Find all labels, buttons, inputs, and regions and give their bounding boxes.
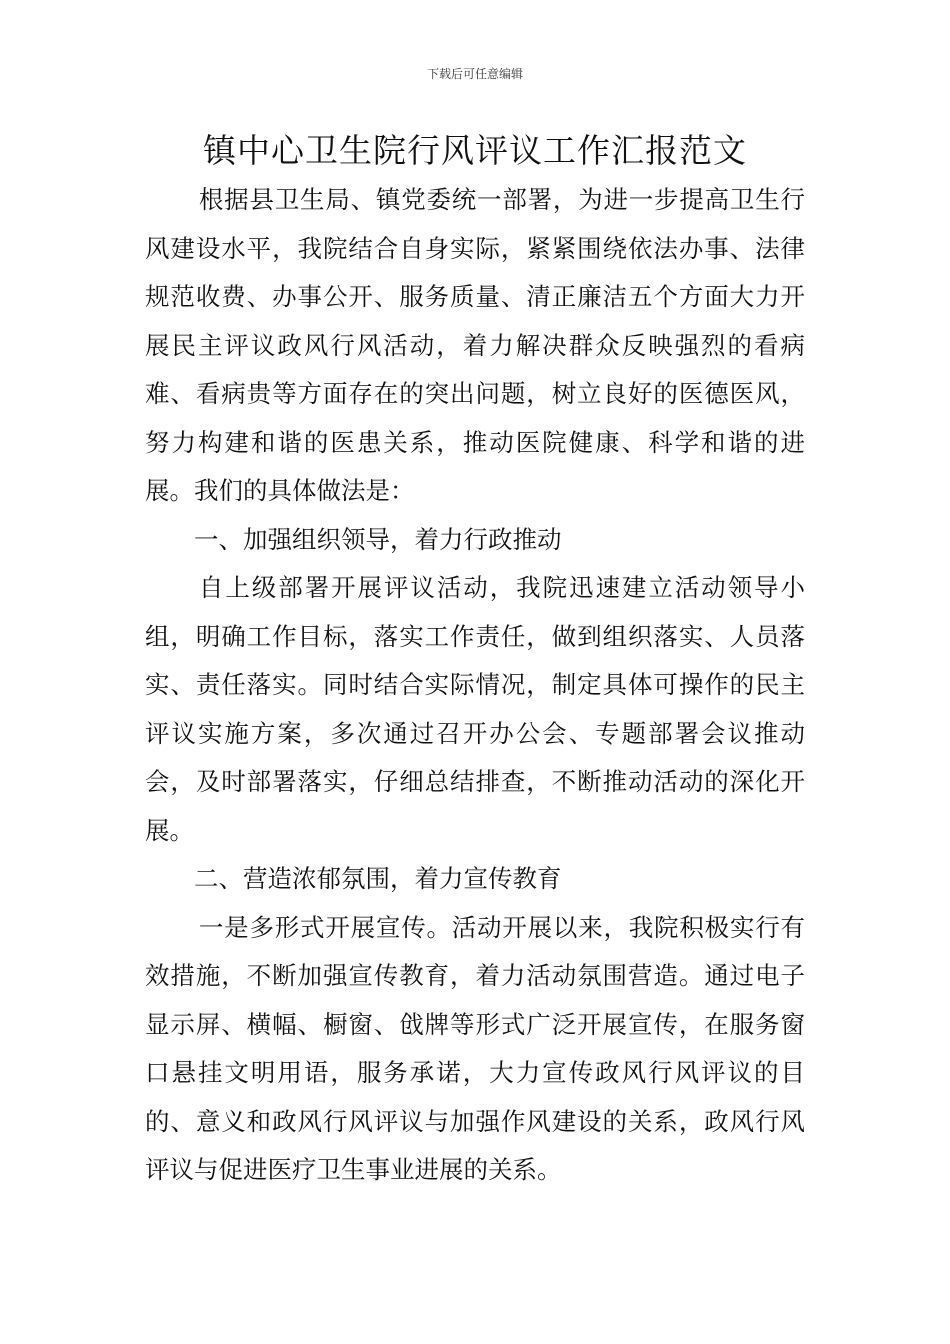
document-body xyxy=(145,176,805,1195)
paragraph-intro: 根据县卫生局、镇党委统一部署，为进一步提高卫生行风建设水平，我院结合自身实际，紧紧围绕依法办事、法律规范收费、办事公开、服务质量、清正廉洁五个方面大力开展民主评议政风行风活动，着力解决群众反映强烈的看病难、看病贵等方面存在的突出问题，树立良好的医德医风，努力构建和谐的医患关系，推动医院健康、科学和谐的进展。我们的具体做法是： xyxy=(145,185,805,505)
paragraph-section-1: 自上级部署开展评议活动，我院迅速建立活动领导小组，明确工作目标，落实工作责任，做到组织落实、人员落实、责任落实。同时结合实际情况，制定具体可操作的民主评议实施方案，多次通过召开办公会、专题部署会议推动会，及时部署落实，仔细总结排查，不断推动活动的深化开展。 xyxy=(145,573,805,845)
section-heading-2: 二、营造浓郁氛围，着力宣传教育 xyxy=(194,864,562,893)
paragraph-section-2: 一是多形式开展宣传。活动开展以来，我院积极实行有效措施，不断加强宣传教育，着力活动氛围营造。通过电子显示屏、横幅、橱窗、戗牌等形式广泛开展宣传，在服务窗口悬挂文明用语，服务承诺，大力宣传政风行风评议的目的、意义和政风行风评议与加强作风建设的关系，政风行风评议与促进医疗卫生事业进展的关系。 xyxy=(145,912,805,1184)
header-note: 下载后可任意编辑 xyxy=(426,67,523,81)
section-heading-1: 一、加强组织领导，着力行政推动 xyxy=(194,524,562,554)
document-title: 镇中心卫生院行风评议工作汇报范文 xyxy=(203,131,747,170)
